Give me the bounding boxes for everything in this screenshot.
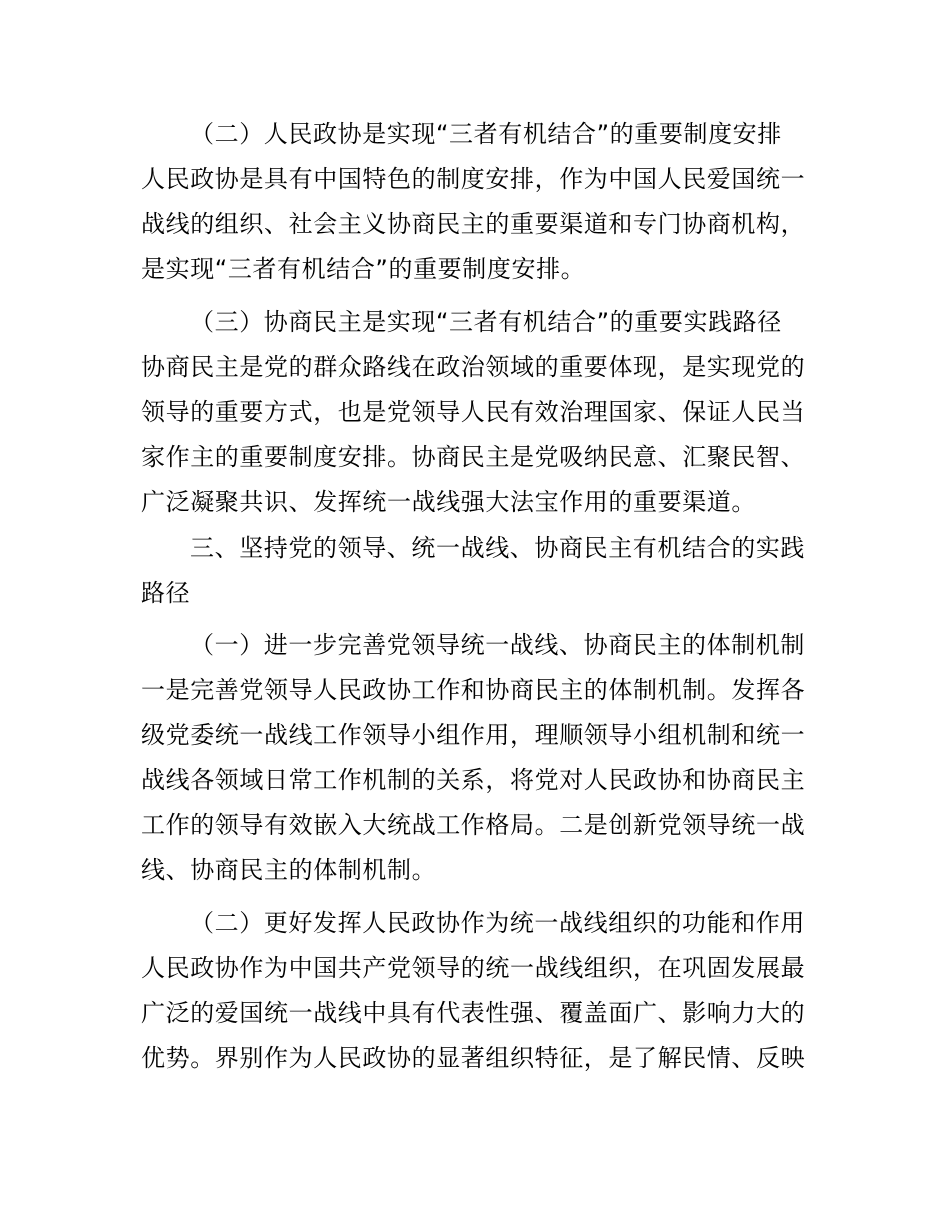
body-line: 是实现“三者有机结合”的重要制度安排。 (141, 255, 586, 283)
body-line: 人民政协作为中国共产党领导的统一战线组织，在巩固发展最 (141, 954, 806, 982)
body-line: 优势。界别作为人民政协的显著组织特征，是了解民情、反映 (141, 1044, 806, 1072)
section-heading-3: 三、坚持党的领导、统一战线、协商民主有机结合的实践 (190, 534, 805, 562)
body-line: 工作的领导有效嵌入大统战工作格局。二是创新党领导统一战 (141, 811, 806, 839)
section-heading-3-cont: 路径 (141, 579, 191, 607)
body-line: 战线各领域日常工作机制的关系，将党对人民政协和协商民主 (141, 766, 806, 794)
body-line: 广泛凝聚共识、发挥统一战线强大法宝作用的重要渠道。 (141, 488, 756, 516)
body-line: 级党委统一战线工作领导小组作用，理顺领导小组机制和统一 (141, 721, 806, 749)
section-heading-2-3: （三）协商民主是实现“三者有机结合”的重要实践路径 (190, 308, 782, 336)
body-line: 线、协商民主的体制机制。 (141, 856, 437, 884)
body-line: 协商民主是党的群众路线在政治领域的重要体现，是实现党的 (141, 353, 806, 381)
body-line: 广泛的爱国统一战线中具有代表性强、覆盖面广、影响力大的 (141, 999, 806, 1027)
body-line: 家作主的重要制度安排。协商民主是党吸纳民意、汇聚民智、 (141, 443, 806, 471)
section-heading-3-1: （一）进一步完善党领导统一战线、协商民主的体制机制 (190, 631, 805, 659)
section-heading-2-2: （二）人民政协是实现“三者有机结合”的重要制度安排 (190, 120, 782, 148)
body-line: 战线的组织、社会主义协商民主的重要渠道和专门协商机构， (141, 210, 806, 238)
body-line: 一是完善党领导人民政协工作和协商民主的体制机制。发挥各 (141, 676, 806, 704)
body-line: 人民政协是具有中国特色的制度安排，作为中国人民爱国统一 (141, 165, 806, 193)
body-line: 领导的重要方式，也是党领导人民有效治理国家、保证人民当 (141, 398, 806, 426)
section-heading-3-2: （二）更好发挥人民政协作为统一战线组织的功能和作用 (190, 909, 805, 937)
